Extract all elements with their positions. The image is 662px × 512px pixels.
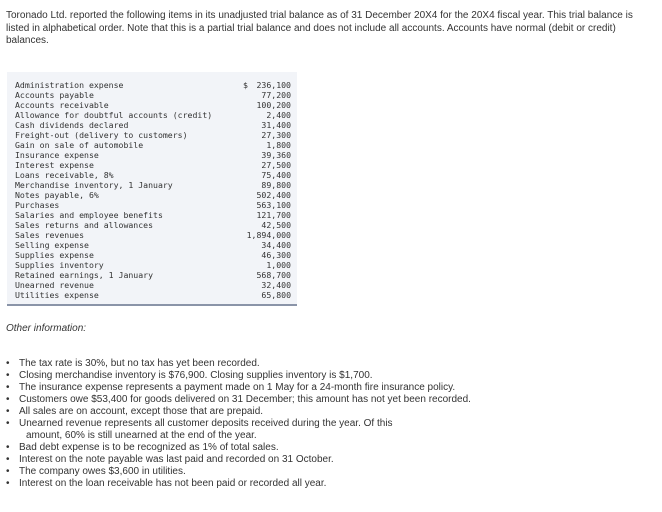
account-name: Accounts receivable: [15, 100, 109, 110]
account-name: Supplies inventory: [15, 260, 104, 270]
account-name: Accounts payable: [15, 90, 94, 100]
list-item-continuation: amount, 60% is still unearned at the end of the year.: [26, 430, 257, 441]
trial-balance-row: [15, 290, 295, 300]
list-item-text: Unearned revenue represents all customer deposits received during the year. Of this: [19, 418, 393, 429]
trial-balance-row: [15, 210, 295, 220]
trial-balance-table: [7, 72, 297, 306]
intro-paragraph: Toronado Ltd. reported the following items in its unadjusted trial balance as of 31 December 20X4 for the 20X4 fiscal year. This trial balance is listed in alphabetical order. Note that this is a partial trial balance and does not include all accounts. Accounts have normal (debit or credit) balances.: [6, 10, 633, 46]
bullet-icon: •: [6, 454, 10, 465]
trial-balance-row: [15, 180, 295, 190]
account-amount: 100,200: [256, 100, 291, 110]
list-item-text: Interest on the loan receivable has not been paid or recorded all year.: [19, 478, 327, 489]
account-name: Unearned revenue: [15, 280, 94, 290]
list-item-text: The tax rate is 30%, but no tax has yet been recorded.: [19, 358, 260, 369]
trial-balance-row: [15, 90, 295, 100]
account-amount: 1,894,000: [246, 230, 291, 240]
account-amount: 1,800: [266, 140, 291, 150]
account-name: Gain on sale of automobile: [15, 140, 144, 150]
trial-balance-row: [15, 160, 295, 170]
bullet-icon: •: [6, 394, 10, 405]
account-amount: 121,700: [256, 210, 291, 220]
account-amount: 236,100: [256, 80, 291, 90]
bullet-icon: •: [6, 418, 10, 429]
account-name: Administration expense: [15, 80, 124, 90]
trial-balance-row: [15, 260, 295, 270]
account-name: Freight-out (delivery to customers): [15, 130, 188, 140]
trial-balance-row: [15, 230, 295, 240]
trial-balance-row: [15, 270, 295, 280]
account-name: Sales revenues: [15, 230, 85, 240]
other-information-list: [6, 358, 656, 490]
bullet-icon: •: [6, 358, 10, 369]
list-item: [6, 454, 656, 466]
account-name: Interest expense: [15, 160, 94, 170]
account-name: Insurance expense: [15, 150, 99, 160]
account-name: Notes payable, 6%: [15, 190, 99, 200]
list-item-text: Interest on the note payable was last paid and recorded on 31 October.: [19, 454, 334, 465]
bullet-icon: •: [6, 382, 10, 393]
account-name: Salaries and employee benefits: [15, 210, 163, 220]
list-item: [6, 442, 656, 454]
bullet-icon: •: [6, 406, 10, 417]
account-amount: 39,360: [261, 150, 291, 160]
account-amount: 42,500: [261, 220, 291, 230]
account-name: Selling expense: [15, 240, 89, 250]
list-item-text: Bad debt expense is to be recognized as 1% of total sales.: [19, 442, 279, 453]
trial-balance-row: [15, 120, 295, 130]
account-name: Merchandise inventory, 1 January: [15, 180, 173, 190]
bullet-icon: •: [6, 478, 10, 489]
currency-symbol: $: [243, 80, 248, 90]
list-item: [6, 478, 656, 490]
account-name: Utilities expense: [15, 290, 99, 300]
bullet-icon: •: [6, 466, 10, 477]
account-amount: 31,400: [261, 120, 291, 130]
list-item: [6, 358, 656, 370]
bullet-icon: •: [6, 442, 10, 453]
account-amount: 502,400: [256, 190, 291, 200]
account-name: Cash dividends declared: [15, 120, 129, 130]
account-amount: 65,800: [261, 290, 291, 300]
account-amount: 32,400: [261, 280, 291, 290]
bullet-icon: •: [6, 370, 10, 381]
list-item-text: Closing merchandise inventory is $76,900. Closing supplies inventory is $1,700.: [19, 370, 373, 381]
other-information-heading: Other information:: [6, 323, 87, 334]
list-item: [6, 370, 656, 382]
account-amount: 77,200: [261, 90, 291, 100]
account-amount: 27,500: [261, 160, 291, 170]
trial-balance-row: [15, 110, 295, 120]
list-item: [6, 466, 656, 478]
account-name: Purchases: [15, 200, 60, 210]
trial-balance-rows: [15, 80, 295, 300]
trial-balance-row: [15, 220, 295, 230]
account-amount: 563,100: [256, 200, 291, 210]
trial-balance-row: [15, 280, 295, 290]
trial-balance-row: [15, 170, 295, 180]
account-amount: 568,700: [256, 270, 291, 280]
account-amount: 89,800: [261, 180, 291, 190]
trial-balance-row: [15, 130, 295, 140]
account-amount: 2,400: [266, 110, 291, 120]
list-item-text: The company owes $3,600 in utilities.: [19, 466, 186, 477]
list-item: [6, 406, 656, 418]
account-name: Supplies expense: [15, 250, 94, 260]
trial-balance-row: [15, 200, 295, 210]
list-item: [6, 394, 656, 406]
account-name: Sales returns and allowances: [15, 220, 154, 230]
trial-balance-row: [15, 150, 295, 160]
list-item: [6, 418, 656, 442]
account-name: Allowance for doubtful accounts (credit): [15, 110, 213, 120]
trial-balance-row: [15, 190, 295, 200]
trial-balance-row: [15, 240, 295, 250]
trial-balance-row: [15, 80, 295, 90]
account-amount: 75,400: [261, 170, 291, 180]
account-name: Loans receivable, 8%: [15, 170, 114, 180]
list-item-text: Customers owe $53,400 for goods delivered on 31 December; this amount has not yet been recorded.: [19, 394, 471, 405]
list-item-text: All sales are on account, except those that are prepaid.: [19, 406, 264, 417]
account-amount: 27,300: [261, 130, 291, 140]
trial-balance-row: [15, 250, 295, 260]
account-name: Retained earnings, 1 January: [15, 270, 154, 280]
list-item: [6, 382, 656, 394]
trial-balance-row: [15, 140, 295, 150]
trial-balance-row: [15, 100, 295, 110]
account-amount: 46,300: [261, 250, 291, 260]
account-amount: 1,000: [266, 260, 291, 270]
list-item-text: The insurance expense represents a payment made on 1 May for a 24-month fire insurance policy.: [19, 382, 456, 393]
account-amount: 34,400: [261, 240, 291, 250]
